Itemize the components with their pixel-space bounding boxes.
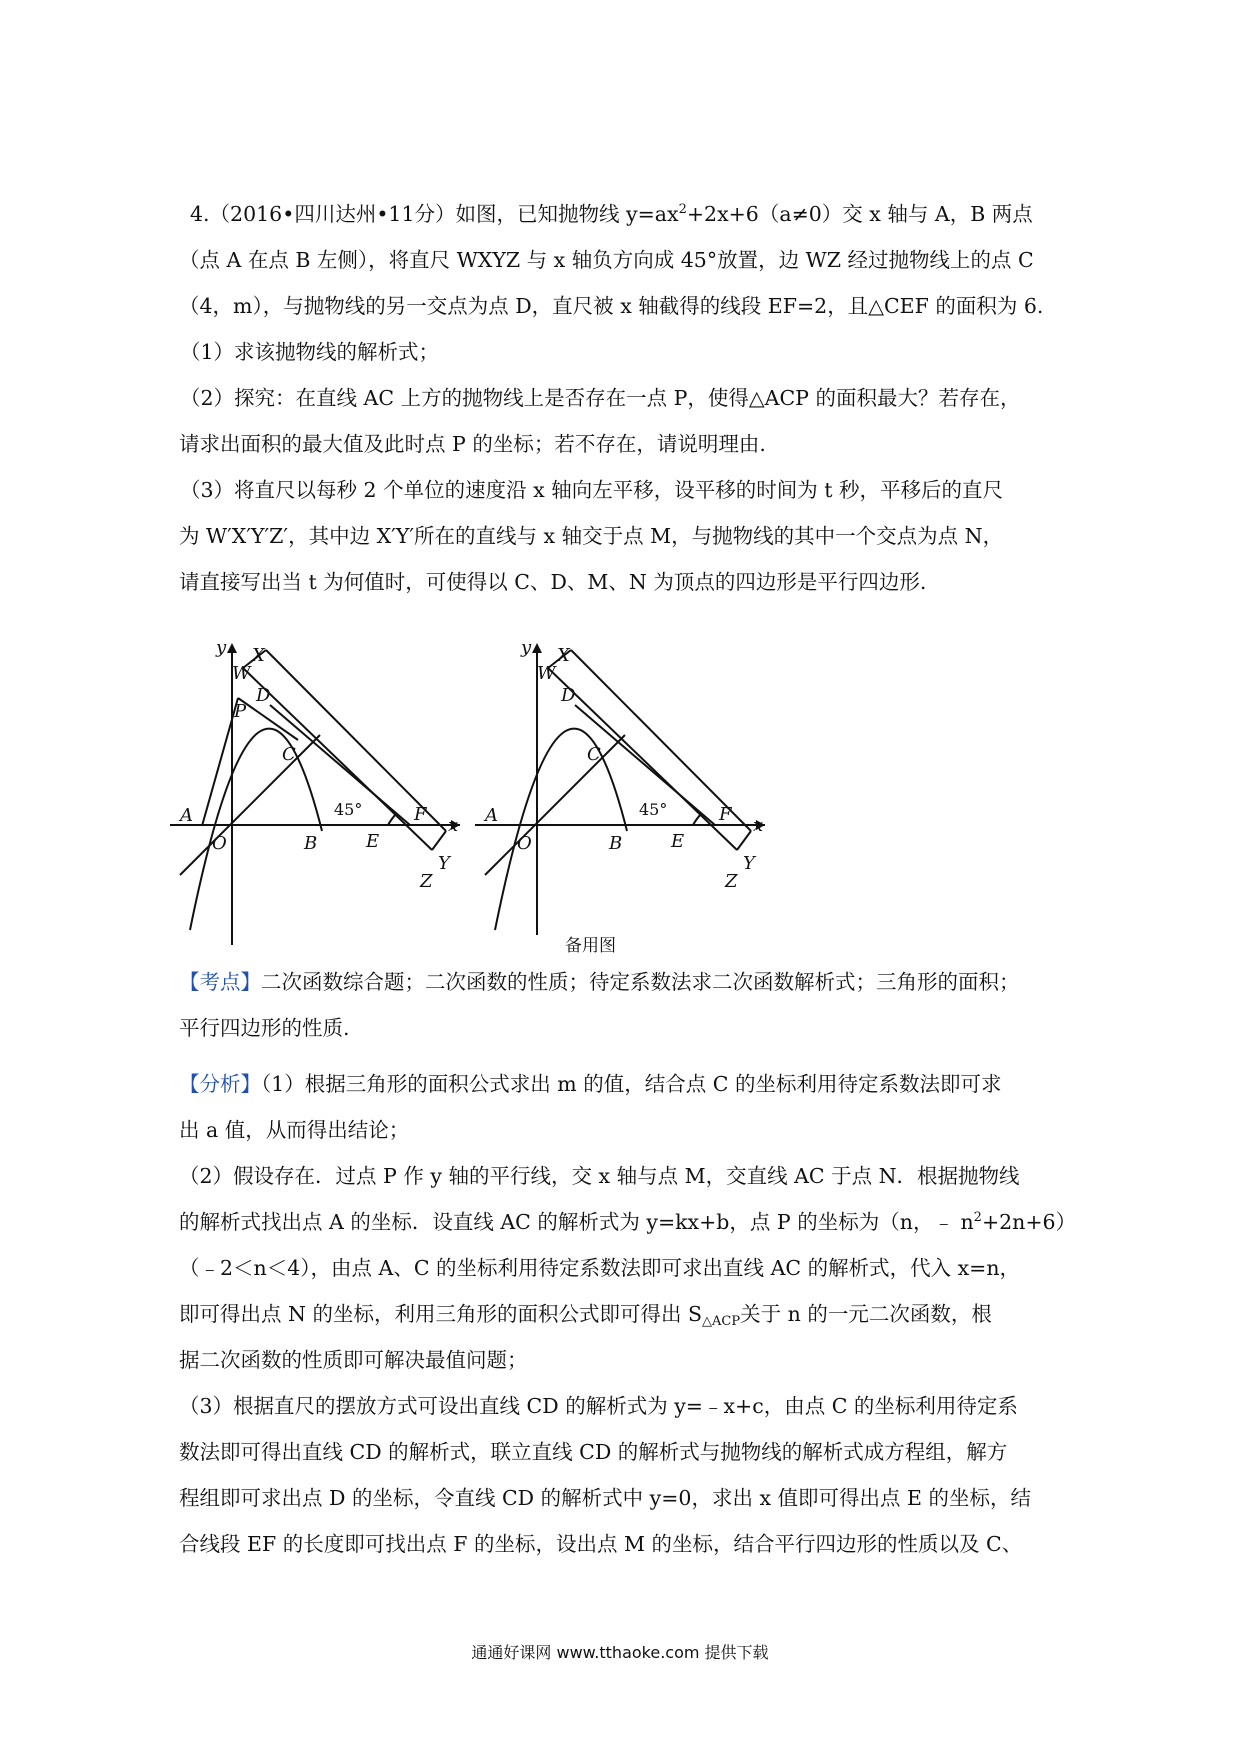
angle-arc <box>693 813 702 825</box>
label-a: A <box>485 805 498 826</box>
problem-line-2: （点 A 在点 B 左侧），将直尺 WXYZ 与 x 轴负方向成 45°放置，边 WZ 经过抛物线上的点 C <box>179 248 1034 272</box>
label-o: O <box>212 833 227 854</box>
backup-figure <box>475 637 765 956</box>
label-d: D <box>256 685 271 706</box>
geometry-figures <box>170 635 870 965</box>
question-1: （1）求该抛物线的解析式； <box>180 340 440 364</box>
fenxi-line-6: 即可得出点 N 的坐标，利用三角形的面积公式即可得出 $S_{\triangle ACP}$关于 n 的一元二次函数，根 <box>179 1302 992 1329</box>
label-e: E <box>671 831 685 852</box>
label-x-ruler: X <box>557 645 570 666</box>
question-2-line-2: 请求出面积的最大值及此时点 P 的坐标；若不存在，请说明理由. <box>179 432 766 456</box>
ruler-edge-zy <box>432 831 446 850</box>
label-angle: 45° <box>334 800 363 819</box>
question-3-line-3: 请直接写出当 t 为何值时，可使得以 C、D、M、N 为顶点的四边形是平行四边形. <box>179 570 927 594</box>
fenxi-tag: 【分析】 <box>179 1072 261 1096</box>
label-p: P <box>234 701 247 722</box>
fenxi-line-2: 出 a 值，从而得出结论； <box>179 1118 410 1142</box>
y-axis-arrow <box>532 643 542 653</box>
label-f: F <box>719 804 732 825</box>
label-y: y <box>216 637 227 658</box>
fenxi-line-10: 程组即可求出点 D 的坐标，令直线 CD 的解析式中 y=0，求出 x 值即可得出点 E 的坐标，结 <box>179 1486 1032 1510</box>
kaodian-line-2: 平行四边形的性质. <box>179 1016 350 1040</box>
label-c: C <box>282 744 296 765</box>
fenxi-line-1: 【分析】（1）根据三角形的面积公式求出 m 的值，结合点 C 的坐标利用待定系数法即可求 <box>179 1072 1002 1096</box>
label-e: E <box>366 831 380 852</box>
angle-arc <box>388 813 397 825</box>
ruler-edge-wz <box>548 668 737 850</box>
label-b: B <box>304 833 318 854</box>
problem-line-1: 4.（2016•四川达州•11分）如图，已知抛物线 $y=ax^2+2x+6(a\ne 0)$交 x 轴与 A，B 两点 <box>190 202 1033 226</box>
label-x-axis: x <box>753 815 764 836</box>
fenxi-line-9: 数法即可得出直线 CD 的解析式，联立直线 CD 的解析式与抛物线的解析式成方程组，解方 <box>179 1440 1008 1464</box>
ruler-edge-wz <box>243 668 432 850</box>
question-2-line-1: （2）探究：在直线 AC 上方的抛物线上是否存在一点 P，使得△ACP 的面积最大？若存在， <box>180 386 1021 410</box>
line-ac <box>485 735 625 875</box>
label-b: B <box>609 833 623 854</box>
fenxi-line-5: （﹣2＜n＜4），由点 A、C 的坐标利用待定系数法即可求出直线 AC 的解析式，代入 x=n， <box>179 1256 1021 1280</box>
label-f: F <box>414 804 427 825</box>
question-3-line-1: （3）将直尺以每秒 2 个单位的速度沿 x 轴向左平移，设平移的时间为 t 秒，平移后的直尺 <box>180 478 1003 502</box>
label-x-ruler: X <box>252 645 265 666</box>
fenxi-line-11: 合线段 EF 的长度即可找出点 F 的坐标，设出点 M 的坐标，结合平行四边形的性质以及 C、 <box>179 1532 1023 1556</box>
fenxi-line-7: 据二次函数的性质即可解决最值问题； <box>179 1348 528 1372</box>
kaodian-line-1: 【考点】二次函数综合题；二次函数的性质；待定系数法求二次函数解析式；三角形的面积； <box>179 970 1020 994</box>
label-c: C <box>587 744 601 765</box>
label-x-axis: x <box>448 815 459 836</box>
label-d: D <box>561 685 576 706</box>
label-w: W <box>537 663 556 684</box>
fenxi-line-4: 的解析式找出点 A 的坐标．设直线 AC 的解析式为 y=kx+b，点 P 的坐标为（n，﹣ $n^2+2n+6$） <box>179 1210 1077 1234</box>
label-y: y <box>521 637 532 658</box>
label-angle: 45° <box>639 800 668 819</box>
figure-caption: 备用图 <box>565 936 616 956</box>
label-z: Z <box>420 871 433 892</box>
label-o: O <box>517 833 532 854</box>
question-3-line-2: 为 W′X′Y′Z′，其中边 X′Y′所在的直线与 x 轴交于点 M，与抛物线的其中一个交点为点 N， <box>179 524 1004 548</box>
label-a: A <box>180 805 193 826</box>
y-axis-arrow <box>227 643 237 653</box>
label-w: W <box>232 663 251 684</box>
problem-line-3: （4，m），与抛物线的另一交点为点 D，直尺被 x 轴截得的线段 EF=2，且△CEF 的面积为 6. <box>179 294 1044 318</box>
parabola <box>495 729 627 930</box>
kaodian-tag: 【考点】 <box>179 970 261 994</box>
page-footer: 通通好课网 www.tthaoke.com 提供下载 <box>471 1643 769 1662</box>
ruler-edge-zy <box>737 831 751 850</box>
label-z: Z <box>725 871 738 892</box>
label-y-ruler: Y <box>438 853 450 874</box>
main-figure <box>170 643 460 945</box>
line-ac <box>180 735 320 875</box>
fenxi-line-3: （2）假设存在．过点 P 作 y 轴的平行线，交 x 轴与点 M，交直线 AC 于点 N．根据抛物线 <box>179 1164 1020 1188</box>
fenxi-line-8: （3）根据直尺的摆放方式可设出直线 CD 的解析式为 y=﹣x+c，由点 C 的坐标利用待定系 <box>179 1394 1018 1418</box>
label-y-ruler: Y <box>743 853 755 874</box>
parabola <box>190 729 322 930</box>
